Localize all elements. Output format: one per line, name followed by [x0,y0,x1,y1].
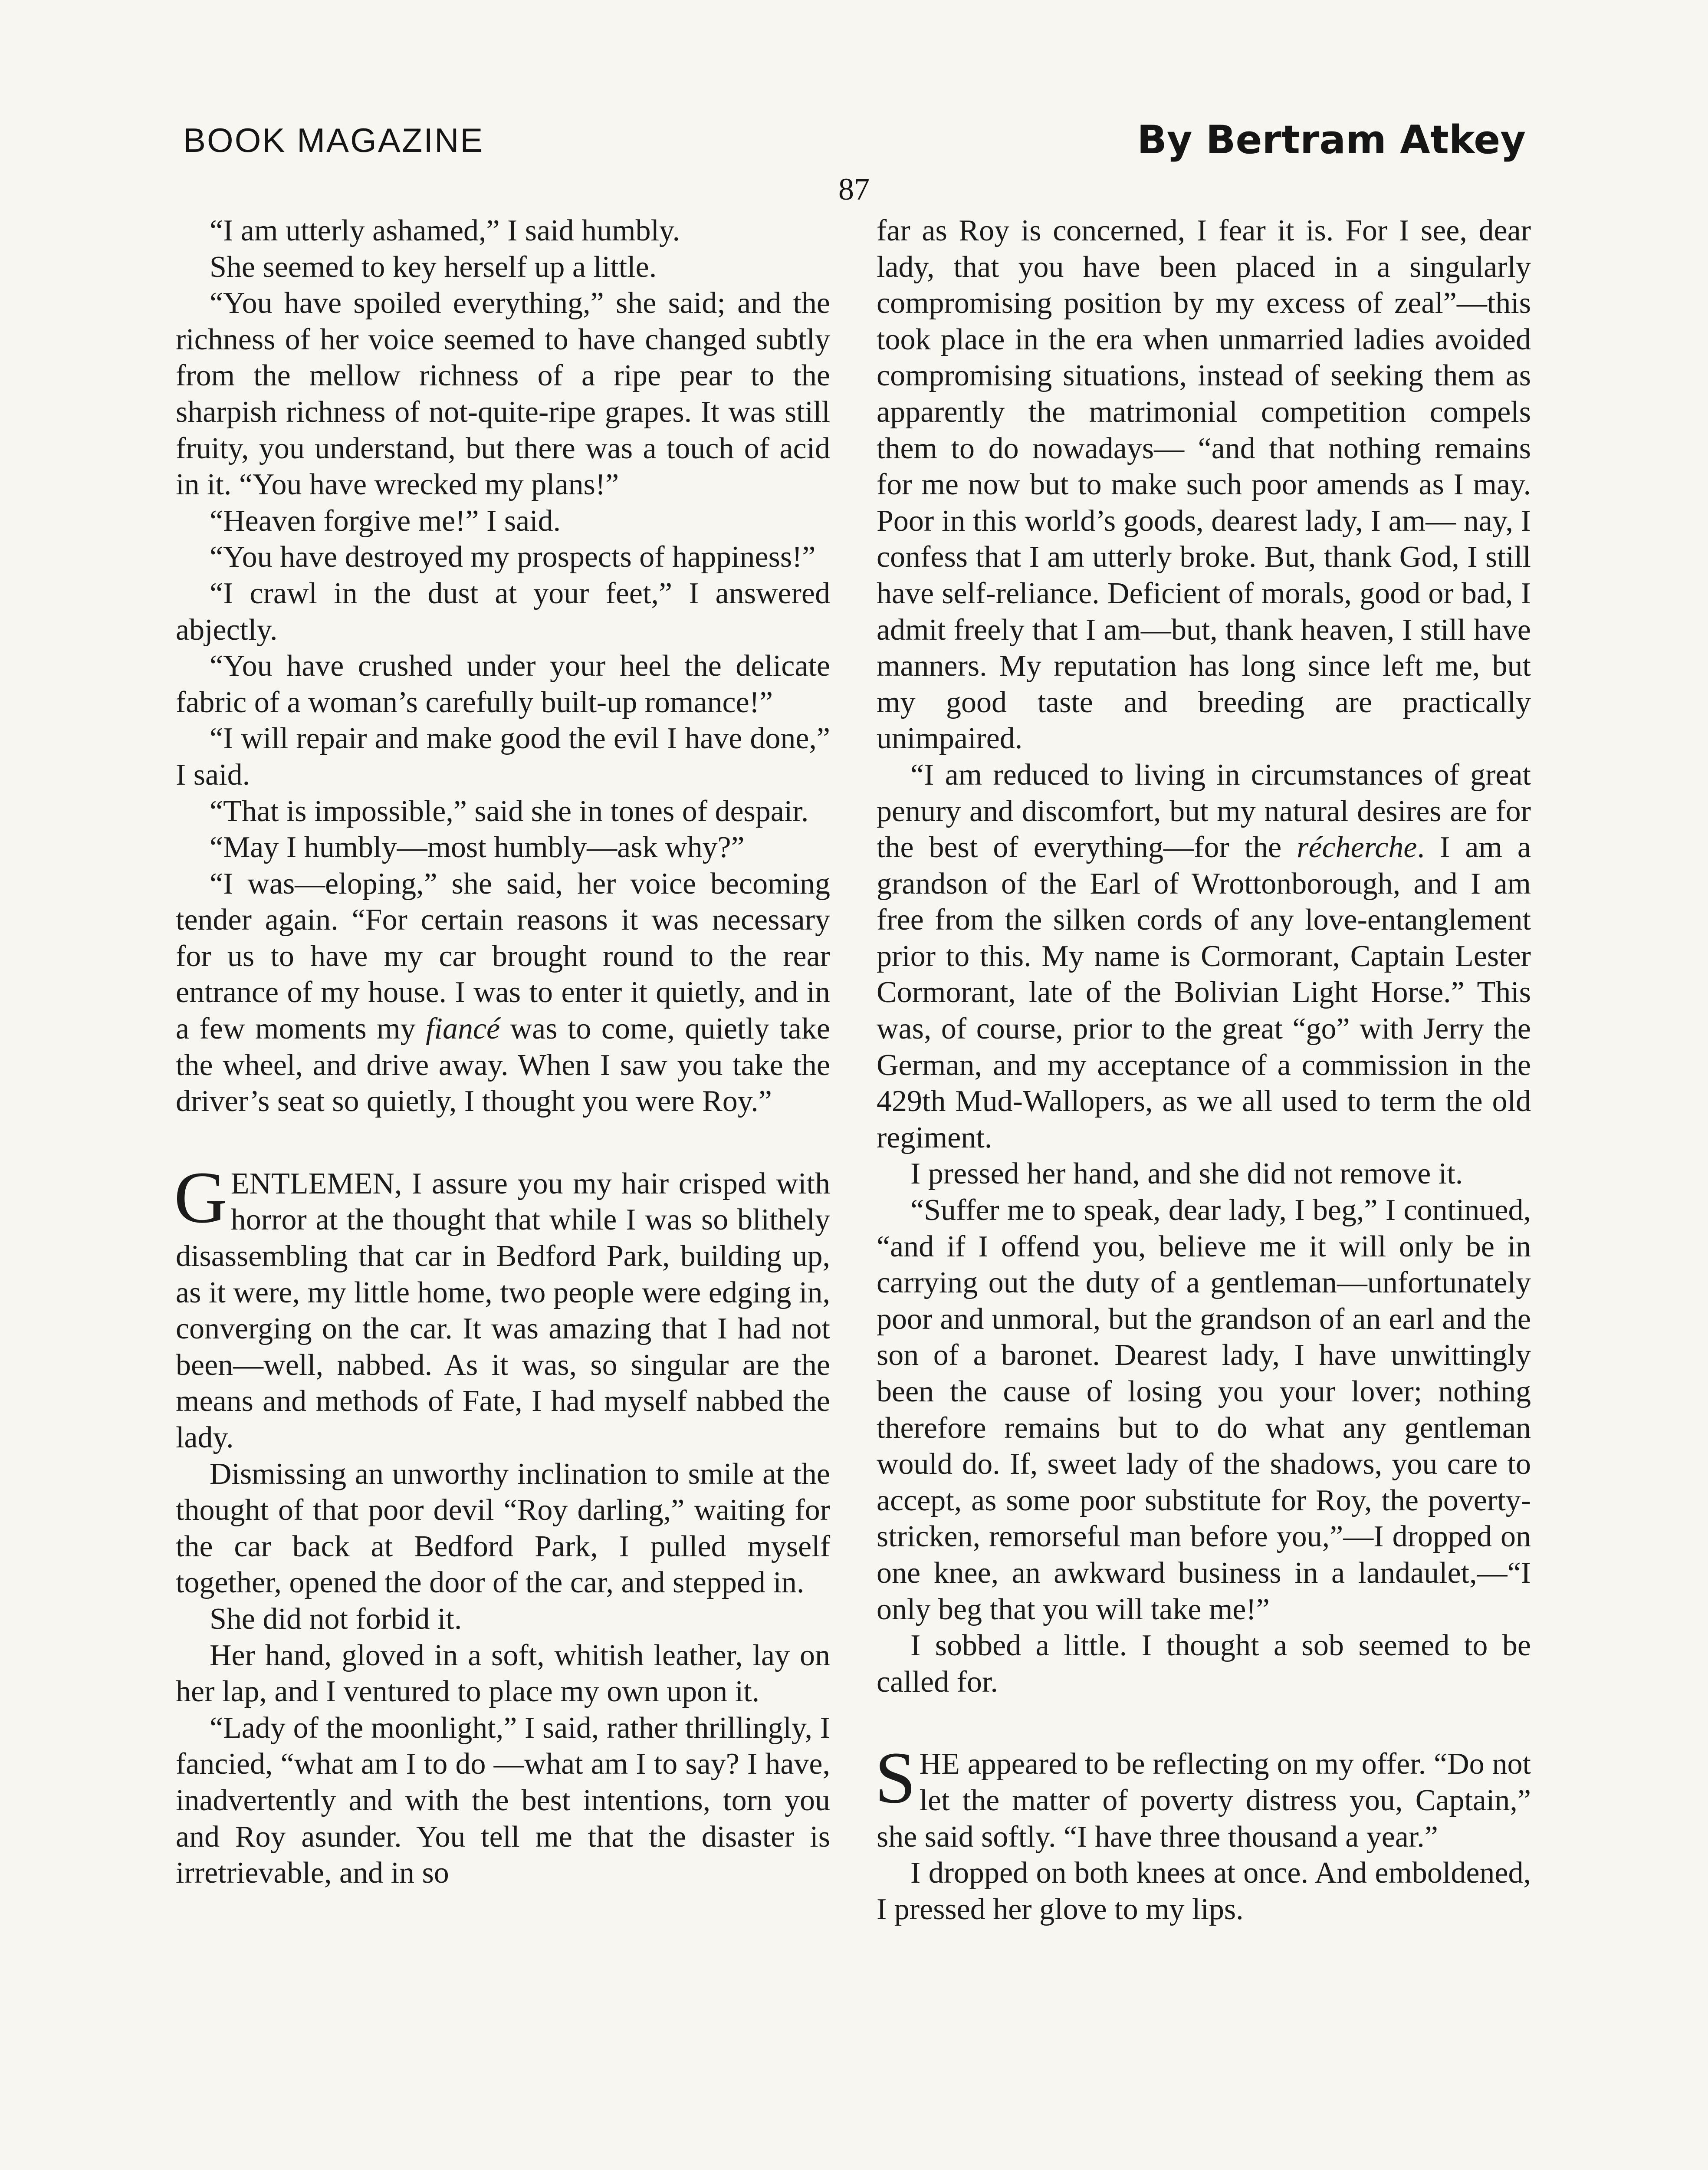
author-byline: By Bertram Atkey [1137,117,1526,163]
right-column [877,213,1531,1927]
left-column [176,213,830,1891]
paragraph: I dropped on both knees at once. And emboldened, I pressed her glove to my lips. [877,1856,1531,1926]
paragraph: “May I humbly—most humbly—ask why?” [210,831,745,865]
paragraph: She did not forbid it. [210,1602,462,1636]
italic-word: récherche [1297,831,1417,865]
page-number: 87 [838,172,870,207]
paragraph-text: . I am a grandson of the Earl of Wrottonborough, and I am free from the silken cords of any love-entanglement prior to this. My name is Cormorant, Captain Lester Cormorant, late of the Bolivian Light Horse.” This was, of course, prior to the great “go” with Jerry the German, and my acceptance of a commission in the 429th Mud-Wallopers, as we all used to term the old regiment. [877,831,1531,1154]
paragraph: “You have crushed under your heel the delicate fabric of a woman’s carefully built-up romance!” [176,649,830,719]
paragraph: I sobbed a little. I thought a sob seemed to be called for. [877,1629,1531,1699]
paragraph: I pressed her hand, and she did not remove it. [910,1157,1463,1191]
magazine-title: BOOK MAGAZINE [183,121,484,159]
paragraph: “Heaven forgive me!” I said. [210,504,561,538]
paragraph: Her hand, gloved in a soft, whitish leather, lay on her lap, and I ventured to place my own upon it. [176,1638,830,1709]
paragraph-text: “I am reduced to living in circumstances of great penury and discomfort, but my natural desires are for the best of everything—for the [877,758,1531,865]
paragraph [176,866,830,1120]
paragraph: “That is impossible,” said she in tones of despair. [210,794,809,828]
paragraph: “I crawl in the dust at your feet,” I answered abjectly. [176,576,830,647]
drop-cap: S [875,1737,916,1819]
paragraph-text: HE appeared to be reflecting on my offer. “Do not let the matter of poverty distress you, Captain,” she said softly. “I have three thousand a year.” [877,1747,1531,1854]
paragraph [877,757,1531,1156]
paragraph: She seemed to key herself up a little. [210,250,657,284]
paragraph-text: “I was—eloping,” she said, her voice becoming tender again. “For certain reasons it was necessary for us to have my car brought round to the rear entrance of my house. I was to enter it quietly, and in a few moments my [176,867,830,1046]
running-head [183,117,1526,168]
paragraph: far as Roy is concerned, I fear it is. For I see, dear lady, that you have been placed in a singularly compromising position by my excess of zeal”—this took place in the era when unmarried ladies avoided compromising situations, instead of seeking them as apparently the matrimonial competition compels them to do nowadays— “and that nothing remains for me now but to make such poor amends as I may. Poor in this world’s goods, dearest lady, I am— nay, I confess that I am utterly broke. But, thank God, I still have self-reliance. Deficient of morals, good or bad, I admit freely that I am—but, thank heaven, I still have manners. My reputation has long since left me, but my good taste and breeding are practically unimpaired. [877,214,1531,756]
section-paragraph [875,1737,1531,1855]
paragraph: “I will repair and make good the evil I have done,” I said. [176,722,830,792]
paragraph: “I am utterly ashamed,” I said humbly. [210,214,680,247]
section-paragraph [174,1156,830,1456]
paragraph: “Lady of the moonlight,” I said, rather thrillingly, I fancied, “what am I to do —what am I to say? I have, inadvertently and with the best intentions, torn you and Roy asunder. You tell me that the disaster is irretrievable, and in so [176,1711,830,1890]
paragraph-text: was to come, quietly take the wheel, and drive away. When I saw you take the driver’s seat so quietly, I thought you were Roy.” [176,1012,830,1118]
italic-word: fiancé [426,1012,500,1046]
paragraph: “You have destroyed my prospects of happiness!” [210,540,816,574]
paragraph: “You have spoiled everything,” she said; and the richness of her voice seemed to have changed subtly from the mellow richness of a ripe pear to the sharpish richness of not-quite-ripe grapes. It was still fruity, you understand, but there was a touch of acid in it. “You have wrecked my plans!” [176,286,830,502]
paragraph: “Suffer me to speak, dear lady, I beg,” I continued, “and if I offend you, believe me it will only be in carrying out the duty of a gentleman—unfortunately poor and unmoral, but the grandson of an earl and the son of a baronet. Dearest lady, I have unwittingly been the cause of losing you your lover; nothing therefore remains but to do what any gentleman would do. If, sweet lady of the shadows, you care to accept, as some poor substitute for Roy, the poverty-stricken, remorseful man before you,”—I dropped on one knee, an awkward business in a landaulet,—“I only beg that you will take me!” [877,1194,1531,1626]
paragraph: Dismissing an unworthy inclination to smile at the thought of that poor devil “Roy darling,” waiting for the car back at Bedford Park, I pulled myself together, opened the door of the car, and stepped in. [176,1457,830,1600]
paragraph-text: ENTLEMEN, I assure you my hair crisped with horror at the thought that while I was so blithely disassembling that car in Bedford Park, building up, as it were, my little home, two people were edging in, converging on the car. It was amazing that I had not been—well, nabbed. As it was, so singular are the means and methods of Fate, I had myself nabbed the lady. [176,1167,830,1454]
drop-cap: G [174,1156,227,1238]
